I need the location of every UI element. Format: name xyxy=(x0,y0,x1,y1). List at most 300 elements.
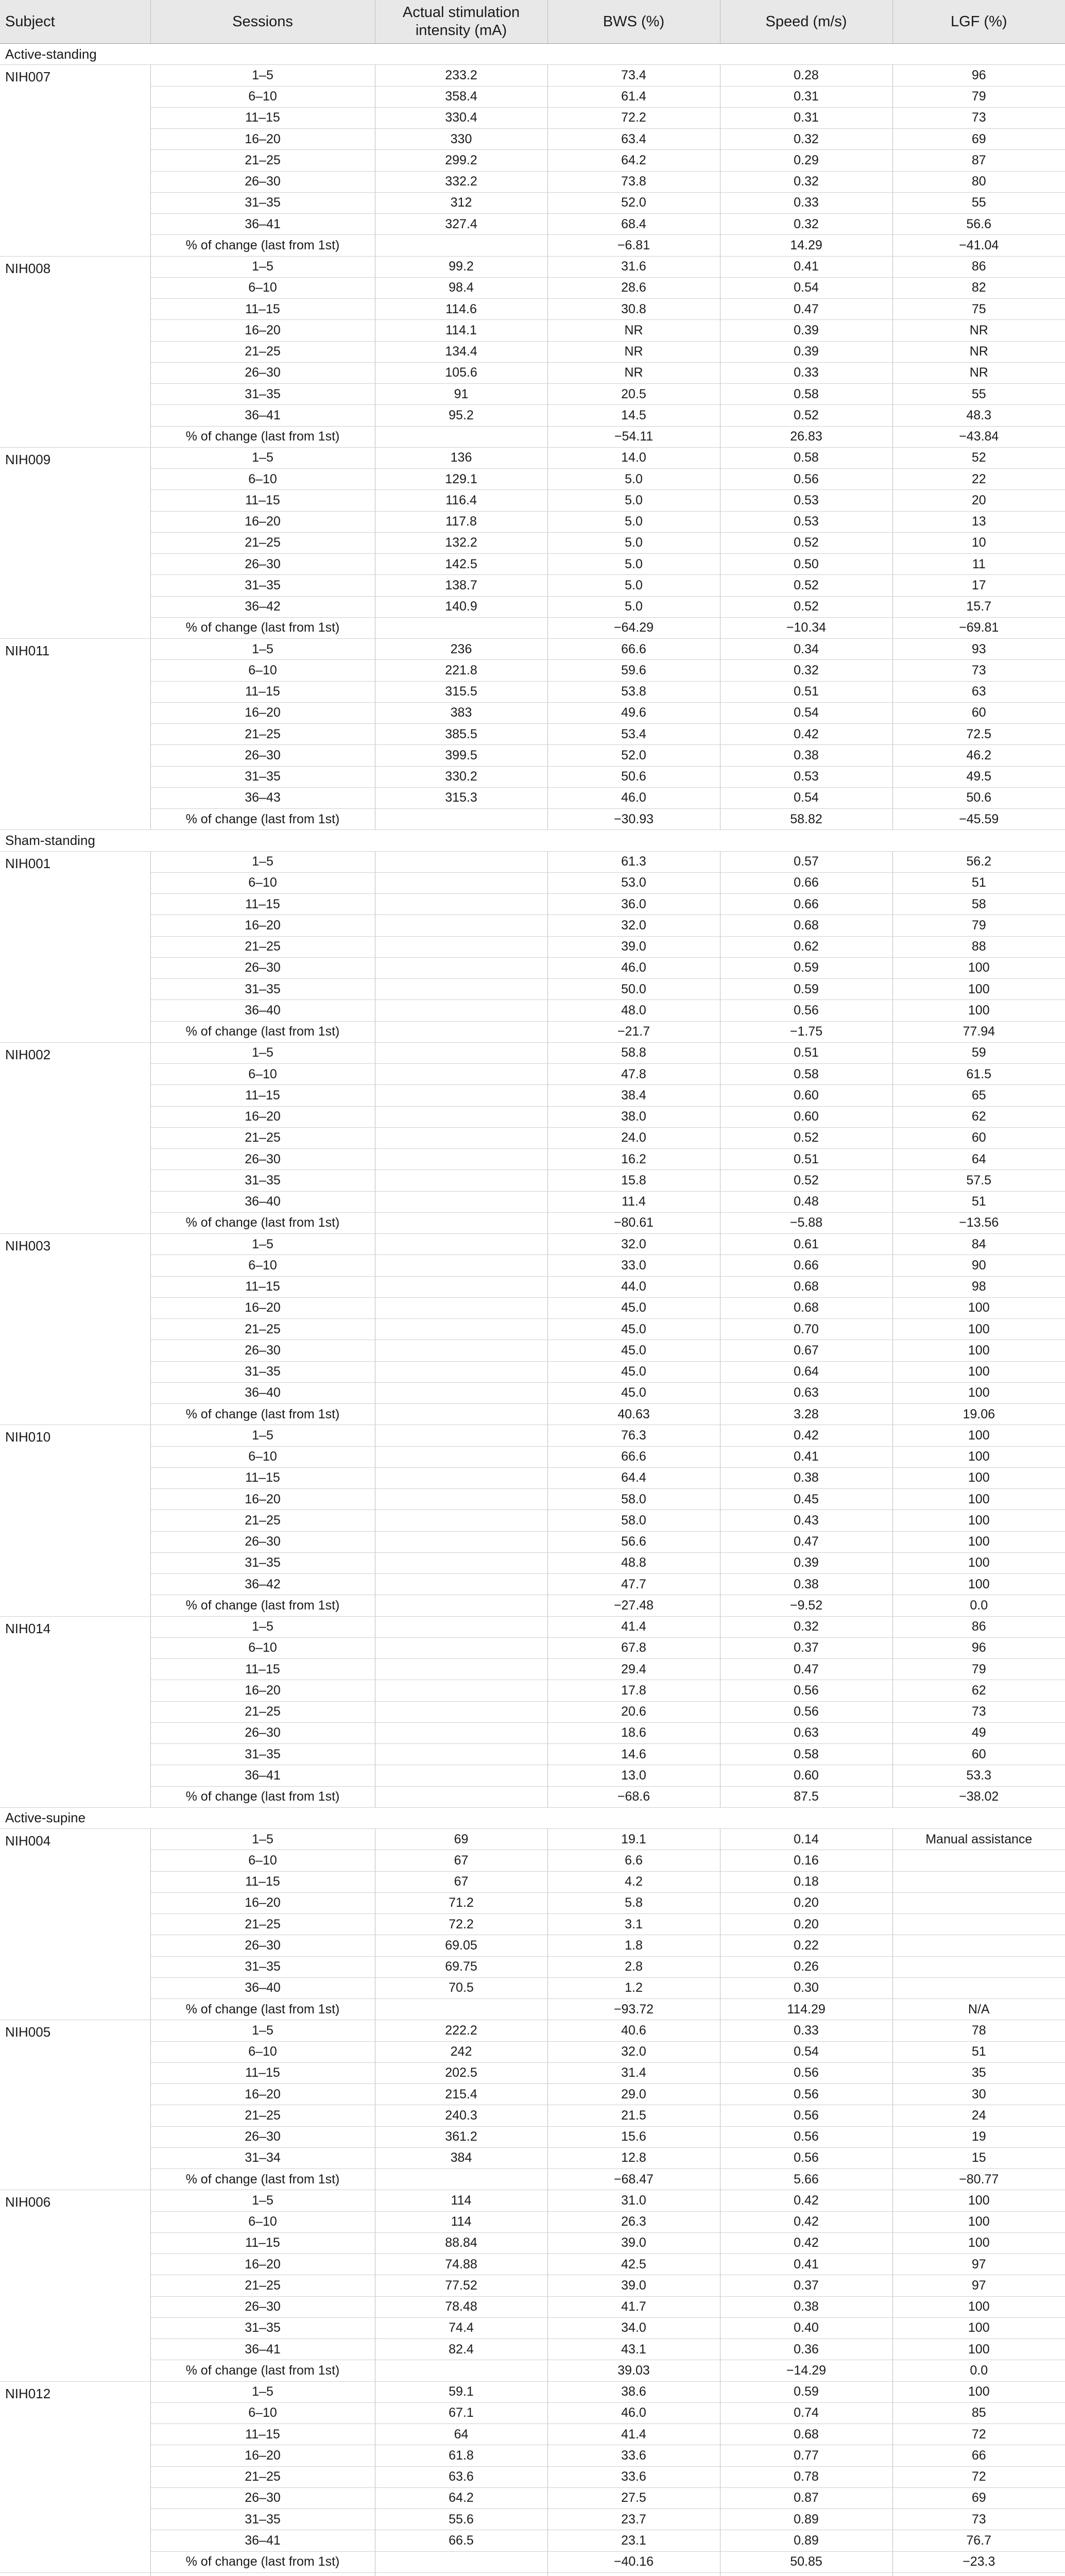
lgf-cell: 93 xyxy=(892,639,1065,660)
table-row xyxy=(0,1489,1065,1510)
stimulation-cell xyxy=(375,2551,547,2572)
sessions-cell: 6–10 xyxy=(150,2041,375,2062)
stimulation-cell xyxy=(375,1446,547,1467)
lgf-cell: 100 xyxy=(892,2381,1065,2402)
speed-cell: 0.60 xyxy=(720,1106,892,1127)
stimulation-cell: 330 xyxy=(375,129,547,150)
group-label: Sham-standing xyxy=(0,830,1065,851)
sessions-cell: 11–15 xyxy=(150,1276,375,1297)
lgf-cell: 79 xyxy=(892,86,1065,107)
sessions-cell: 26–30 xyxy=(150,2296,375,2317)
bws-cell: 38.6 xyxy=(547,2381,720,2402)
lgf-cell: 100 xyxy=(892,1319,1065,1340)
speed-cell: 0.39 xyxy=(720,320,892,341)
sessions-cell: 21–25 xyxy=(150,2105,375,2126)
lgf-cell: 24 xyxy=(892,2105,1065,2126)
speed-cell: 0.60 xyxy=(720,1085,892,1106)
speed-cell: 0.78 xyxy=(720,2466,892,2487)
stimulation-cell: 64.2 xyxy=(375,2487,547,2509)
bws-cell: 64.4 xyxy=(547,1467,720,1488)
speed-cell: 0.32 xyxy=(720,171,892,192)
sessions-cell: 6–10 xyxy=(150,2211,375,2232)
bws-cell: 53.8 xyxy=(547,681,720,702)
table-row xyxy=(0,2126,1065,2147)
bws-cell: −64.29 xyxy=(547,617,720,638)
table-row xyxy=(0,1467,1065,1488)
lgf-cell: 100 xyxy=(892,1574,1065,1595)
sessions-cell: 11–15 xyxy=(150,1467,375,1488)
bws-cell: 24.0 xyxy=(547,1127,720,1148)
table-row xyxy=(0,1722,1065,1743)
speed-cell: 0.51 xyxy=(720,1149,892,1170)
bws-cell: −30.93 xyxy=(547,809,720,830)
stimulation-cell: 134.4 xyxy=(375,341,547,362)
lgf-cell: 53.3 xyxy=(892,1765,1065,1786)
speed-cell: 0.33 xyxy=(720,192,892,213)
sessions-cell: 31–35 xyxy=(150,192,375,213)
bws-cell: 44.0 xyxy=(547,1276,720,1297)
sessions-cell: 31–35 xyxy=(150,1956,375,1977)
stimulation-cell: 315.5 xyxy=(375,681,547,702)
sessions-cell: 21–25 xyxy=(150,936,375,957)
percent-change-row xyxy=(0,1212,1065,1233)
speed-cell: 0.32 xyxy=(720,214,892,235)
sessions-cell: 16–20 xyxy=(150,2254,375,2275)
lgf-cell: 13 xyxy=(892,511,1065,532)
speed-cell: 0.41 xyxy=(720,1446,892,1467)
bws-cell: 58.0 xyxy=(547,1489,720,1510)
lgf-cell: 73 xyxy=(892,2509,1065,2530)
subject-id: NIH005 xyxy=(0,2020,150,2190)
speed-cell: 0.58 xyxy=(720,384,892,405)
lgf-cell: Manual assistance xyxy=(892,1829,1065,1850)
lgf-cell: 100 xyxy=(892,1446,1065,1467)
speed-cell: 50.85 xyxy=(720,2551,892,2572)
bws-cell: 31.4 xyxy=(547,2062,720,2083)
percent-change-row xyxy=(0,1595,1065,1616)
speed-cell: 0.33 xyxy=(720,362,892,383)
speed-cell: −14.29 xyxy=(720,2360,892,2381)
table-row xyxy=(0,1701,1065,1722)
speed-cell xyxy=(720,2572,892,2576)
stimulation-cell xyxy=(375,1382,547,1403)
bws-cell: 67.8 xyxy=(547,1637,720,1658)
table-row xyxy=(0,2275,1065,2296)
header-bws: BWS (%) xyxy=(547,0,720,44)
stimulation-cell xyxy=(375,1170,547,1191)
sessions-cell: 1–5 xyxy=(150,2020,375,2041)
speed-cell: 0.59 xyxy=(720,979,892,1000)
table-row xyxy=(0,1319,1065,1340)
bws-cell: 2.8 xyxy=(547,1956,720,1977)
stimulation-cell xyxy=(375,1595,547,1616)
sessions-cell: % of change (last from 1st) xyxy=(150,2551,375,2572)
stimulation-cell: 221.8 xyxy=(375,660,547,681)
stimulation-cell: 399.5 xyxy=(375,745,547,766)
bws-cell: 18.6 xyxy=(547,1722,720,1743)
bws-cell: 58.8 xyxy=(547,1042,720,1063)
lgf-cell: 66 xyxy=(892,2445,1065,2466)
bws-cell: 38.4 xyxy=(547,1085,720,1106)
subject-id: NIH001 xyxy=(0,851,150,1042)
sessions-cell: 1–5 xyxy=(150,851,375,872)
stimulation-cell xyxy=(375,1744,547,1765)
sessions-cell: 21–25 xyxy=(150,2466,375,2487)
lgf-cell: 56.6 xyxy=(892,214,1065,235)
stimulation-cell: 99.2 xyxy=(375,256,547,277)
bws-cell: 12.8 xyxy=(547,2147,720,2168)
bws-cell: NR xyxy=(547,341,720,362)
table-row xyxy=(0,2020,1065,2041)
lgf-cell: 69 xyxy=(892,129,1065,150)
table-row xyxy=(0,1425,1065,1446)
bws-cell: 50.6 xyxy=(547,766,720,787)
stimulation-cell: 70.5 xyxy=(375,1977,547,1998)
lgf-cell: 20 xyxy=(892,490,1065,511)
table-row xyxy=(0,1871,1065,1892)
speed-cell: 0.56 xyxy=(720,1701,892,1722)
table-row xyxy=(0,277,1065,298)
bws-cell: 41.4 xyxy=(547,2424,720,2445)
stimulation-cell: 98.4 xyxy=(375,277,547,298)
table-row xyxy=(0,1149,1065,1170)
sessions-cell: 36–42 xyxy=(150,596,375,617)
bws-cell: 29.4 xyxy=(547,1659,720,1680)
bws-cell: 38.0 xyxy=(547,1106,720,1127)
lgf-cell: 30 xyxy=(892,2084,1065,2105)
bws-cell: −93.72 xyxy=(547,1999,720,2020)
stimulation-cell: 114 xyxy=(375,2190,547,2211)
stimulation-cell xyxy=(375,1765,547,1786)
bws-cell: 46.0 xyxy=(547,2402,720,2424)
bws-cell: 23.1 xyxy=(547,2530,720,2551)
sessions-cell: 6–10 xyxy=(150,469,375,490)
table-row xyxy=(0,2339,1065,2360)
lgf-cell: 100 xyxy=(892,2317,1065,2338)
subject-id: NIH004 xyxy=(0,1829,150,2020)
bws-cell: −54.11 xyxy=(547,426,720,447)
stimulation-cell: 61.8 xyxy=(375,2445,547,2466)
table-row xyxy=(0,1042,1065,1063)
subject-id xyxy=(0,2572,150,2576)
lgf-cell: 85 xyxy=(892,2402,1065,2424)
table-row xyxy=(0,2062,1065,2083)
table-row xyxy=(0,894,1065,915)
table-row xyxy=(0,787,1065,808)
bws-cell: 29.0 xyxy=(547,2084,720,2105)
sessions-cell: 1–5 xyxy=(150,65,375,86)
stimulation-cell: 63.6 xyxy=(375,2466,547,2487)
sessions-cell: 31–35 xyxy=(150,384,375,405)
speed-cell: −10.34 xyxy=(720,617,892,638)
sessions-cell xyxy=(150,2572,375,2576)
speed-cell: 0.56 xyxy=(720,469,892,490)
bws-cell: 32.0 xyxy=(547,1234,720,1255)
speed-cell: 0.14 xyxy=(720,1829,892,1850)
speed-cell: 0.48 xyxy=(720,1191,892,1212)
sessions-cell: 6–10 xyxy=(150,1637,375,1658)
stimulation-cell: 242 xyxy=(375,2041,547,2062)
lgf-cell: 48.3 xyxy=(892,405,1065,426)
table-row xyxy=(0,107,1065,128)
bws-cell: 48.0 xyxy=(547,1000,720,1021)
speed-cell: 0.41 xyxy=(720,256,892,277)
sessions-cell: 11–15 xyxy=(150,2424,375,2445)
speed-cell: 0.56 xyxy=(720,2105,892,2126)
lgf-cell: 22 xyxy=(892,469,1065,490)
stimulation-cell: 140.9 xyxy=(375,596,547,617)
bws-cell: 66.6 xyxy=(547,1446,720,1467)
table-row xyxy=(0,2296,1065,2317)
bws-cell: 21.5 xyxy=(547,2105,720,2126)
speed-cell: 0.66 xyxy=(720,872,892,893)
sessions-cell: 16–20 xyxy=(150,1297,375,1318)
bws-cell: 39.0 xyxy=(547,936,720,957)
stimulation-cell: 66.5 xyxy=(375,2530,547,2551)
table-row xyxy=(0,1531,1065,1552)
sessions-cell: % of change (last from 1st) xyxy=(150,809,375,830)
speed-cell: 0.66 xyxy=(720,1255,892,1276)
stimulation-cell xyxy=(375,1999,547,2020)
lgf-cell: 19 xyxy=(892,2126,1065,2147)
stimulation-cell xyxy=(375,1319,547,1340)
sessions-cell: 36–41 xyxy=(150,214,375,235)
bws-cell: 5.0 xyxy=(547,511,720,532)
sessions-cell: 26–30 xyxy=(150,171,375,192)
speed-cell: 3.28 xyxy=(720,1404,892,1425)
lgf-cell: 100 xyxy=(892,1361,1065,1382)
bws-cell: 46.0 xyxy=(547,957,720,978)
stimulation-cell xyxy=(375,1064,547,1085)
stimulation-cell: 315.3 xyxy=(375,787,547,808)
bws-cell: 3.1 xyxy=(547,1914,720,1935)
sessions-cell: 16–20 xyxy=(150,511,375,532)
lgf-cell xyxy=(892,1850,1065,1871)
sessions-cell: 31–35 xyxy=(150,2509,375,2530)
speed-cell: 0.31 xyxy=(720,107,892,128)
speed-cell: 0.50 xyxy=(720,554,892,575)
stimulation-cell xyxy=(375,1701,547,1722)
table-row xyxy=(0,1276,1065,1297)
table-row xyxy=(0,1297,1065,1318)
table-row xyxy=(0,1850,1065,1871)
lgf-cell: 73 xyxy=(892,107,1065,128)
lgf-cell: 51 xyxy=(892,2041,1065,2062)
table-row xyxy=(0,2105,1065,2126)
sessions-cell: 1–5 xyxy=(150,2381,375,2402)
sessions-cell: 26–30 xyxy=(150,362,375,383)
speed-cell: 0.52 xyxy=(720,532,892,553)
lgf-cell: 19.06 xyxy=(892,1404,1065,1425)
table-row xyxy=(0,2211,1065,2232)
speed-cell: 0.51 xyxy=(720,1042,892,1063)
bws-cell: NR xyxy=(547,320,720,341)
bws-cell: 5.0 xyxy=(547,596,720,617)
bws-cell: 4.2 xyxy=(547,1871,720,1892)
subject-id: NIH008 xyxy=(0,256,150,447)
stimulation-cell xyxy=(375,1680,547,1701)
sessions-cell: 31–35 xyxy=(150,575,375,596)
bws-cell: 52.0 xyxy=(547,192,720,213)
stimulation-cell: 385.5 xyxy=(375,724,547,745)
percent-change-row xyxy=(0,1786,1065,1807)
speed-cell: 0.29 xyxy=(720,150,892,171)
bws-cell: 53.0 xyxy=(547,872,720,893)
table-row xyxy=(0,681,1065,702)
bws-cell: −6.81 xyxy=(547,235,720,256)
subject-id: NIH014 xyxy=(0,1616,150,1807)
bws-cell: 5.0 xyxy=(547,490,720,511)
speed-cell: 14.29 xyxy=(720,235,892,256)
lgf-cell: 15 xyxy=(892,2147,1065,2168)
lgf-cell: 35 xyxy=(892,2062,1065,2083)
stimulation-cell: 142.5 xyxy=(375,554,547,575)
speed-cell: 0.68 xyxy=(720,1276,892,1297)
speed-cell: 0.34 xyxy=(720,639,892,660)
lgf-cell: 98 xyxy=(892,1276,1065,1297)
bws-cell: 5.0 xyxy=(547,575,720,596)
lgf-cell: 88 xyxy=(892,936,1065,957)
sessions-cell: 11–15 xyxy=(150,490,375,511)
lgf-cell: 62 xyxy=(892,1106,1065,1127)
lgf-cell: 100 xyxy=(892,2296,1065,2317)
stimulation-cell xyxy=(375,1212,547,1233)
speed-cell: 0.36 xyxy=(720,2339,892,2360)
stimulation-cell: 69 xyxy=(375,1829,547,1850)
table-row xyxy=(0,2572,1065,2576)
stimulation-cell xyxy=(375,426,547,447)
bws-cell: −68.6 xyxy=(547,1786,720,1807)
lgf-cell: 49.5 xyxy=(892,766,1065,787)
stimulation-cell xyxy=(375,1149,547,1170)
table-row xyxy=(0,957,1065,978)
sessions-cell: 36–41 xyxy=(150,2339,375,2360)
subject-id: NIH006 xyxy=(0,2190,150,2381)
stimulation-cell: 136 xyxy=(375,447,547,468)
table-row xyxy=(0,1574,1065,1595)
lgf-cell: 80 xyxy=(892,171,1065,192)
bws-cell: 45.0 xyxy=(547,1297,720,1318)
stimulation-cell: 74.88 xyxy=(375,2254,547,2275)
table-row xyxy=(0,2190,1065,2211)
bws-cell: 32.0 xyxy=(547,915,720,936)
bws-cell: 28.6 xyxy=(547,277,720,298)
bws-cell: 17.8 xyxy=(547,1680,720,1701)
stimulation-cell: 332.2 xyxy=(375,171,547,192)
subject-id: NIH003 xyxy=(0,1234,150,1425)
lgf-cell: 72 xyxy=(892,2424,1065,2445)
table-row xyxy=(0,702,1065,723)
sessions-cell: 6–10 xyxy=(150,1064,375,1085)
table-row xyxy=(0,1510,1065,1531)
lgf-cell: 72 xyxy=(892,2466,1065,2487)
table-row xyxy=(0,1892,1065,1913)
bws-cell: 6.6 xyxy=(547,1850,720,1871)
speed-cell: 0.56 xyxy=(720,2062,892,2083)
sessions-cell: 26–30 xyxy=(150,554,375,575)
speed-cell: 0.60 xyxy=(720,1765,892,1786)
table-row xyxy=(0,2317,1065,2338)
speed-cell: 0.52 xyxy=(720,1127,892,1148)
bws-cell: 27.5 xyxy=(547,2487,720,2509)
sessions-cell: % of change (last from 1st) xyxy=(150,235,375,256)
lgf-cell: −38.02 xyxy=(892,1786,1065,1807)
sessions-cell: 31–35 xyxy=(150,979,375,1000)
table-row xyxy=(0,341,1065,362)
bws-cell: 41.7 xyxy=(547,2296,720,2317)
table-row xyxy=(0,936,1065,957)
bws-cell: 5.0 xyxy=(547,532,720,553)
lgf-cell: 60 xyxy=(892,702,1065,723)
table-row xyxy=(0,915,1065,936)
sessions-cell: 26–30 xyxy=(150,957,375,978)
sessions-cell: % of change (last from 1st) xyxy=(150,1786,375,1807)
stimulation-cell: 69.75 xyxy=(375,1956,547,1977)
bws-cell: 39.03 xyxy=(547,2360,720,2381)
stimulation-cell xyxy=(375,1085,547,1106)
speed-cell: 0.52 xyxy=(720,1170,892,1191)
lgf-cell: 69 xyxy=(892,2487,1065,2509)
lgf-cell: 100 xyxy=(892,1467,1065,1488)
bws-cell: 43.1 xyxy=(547,2339,720,2360)
table-row xyxy=(0,1637,1065,1658)
sessions-cell: % of change (last from 1st) xyxy=(150,2360,375,2381)
speed-cell: −9.52 xyxy=(720,1595,892,1616)
header-subject: Subject xyxy=(0,0,150,44)
stimulation-cell xyxy=(375,1127,547,1148)
speed-cell: 0.58 xyxy=(720,1064,892,1085)
sessions-cell: 16–20 xyxy=(150,915,375,936)
stimulation-cell: 59.1 xyxy=(375,2381,547,2402)
bws-cell: 53.4 xyxy=(547,724,720,745)
stimulation-cell: 202.5 xyxy=(375,2062,547,2083)
stimulation-cell: 77.52 xyxy=(375,2275,547,2296)
sessions-cell: 26–30 xyxy=(150,1340,375,1361)
stimulation-cell xyxy=(375,809,547,830)
sessions-cell: 21–25 xyxy=(150,2275,375,2296)
table-row xyxy=(0,1744,1065,1765)
sessions-cell: 31–35 xyxy=(150,1170,375,1191)
table-row xyxy=(0,384,1065,405)
sessions-cell: 21–25 xyxy=(150,1701,375,1722)
lgf-cell: 57.5 xyxy=(892,1170,1065,1191)
sessions-cell: % of change (last from 1st) xyxy=(150,1404,375,1425)
speed-cell: 0.40 xyxy=(720,2317,892,2338)
percent-change-row xyxy=(0,426,1065,447)
percent-change-row xyxy=(0,809,1065,830)
lgf-cell: 100 xyxy=(892,957,1065,978)
lgf-cell: −69.81 xyxy=(892,617,1065,638)
bws-cell: 45.0 xyxy=(547,1340,720,1361)
bws-cell: 20.5 xyxy=(547,384,720,405)
bws-cell: 50.0 xyxy=(547,979,720,1000)
sessions-cell: 26–30 xyxy=(150,1935,375,1956)
stimulation-cell: 233.2 xyxy=(375,65,547,86)
lgf-cell: 77.94 xyxy=(892,1021,1065,1042)
speed-cell: 0.39 xyxy=(720,341,892,362)
bws-cell: 47.8 xyxy=(547,1064,720,1085)
sessions-cell: % of change (last from 1st) xyxy=(150,1595,375,1616)
stimulation-cell xyxy=(375,1489,547,1510)
lgf-cell: 52 xyxy=(892,447,1065,468)
lgf-cell: 60 xyxy=(892,1744,1065,1765)
speed-cell: 0.59 xyxy=(720,2381,892,2402)
speed-cell: 0.64 xyxy=(720,1361,892,1382)
table-row xyxy=(0,1552,1065,1573)
sessions-cell: 16–20 xyxy=(150,320,375,341)
table-row xyxy=(0,872,1065,893)
bws-cell: 33.6 xyxy=(547,2466,720,2487)
